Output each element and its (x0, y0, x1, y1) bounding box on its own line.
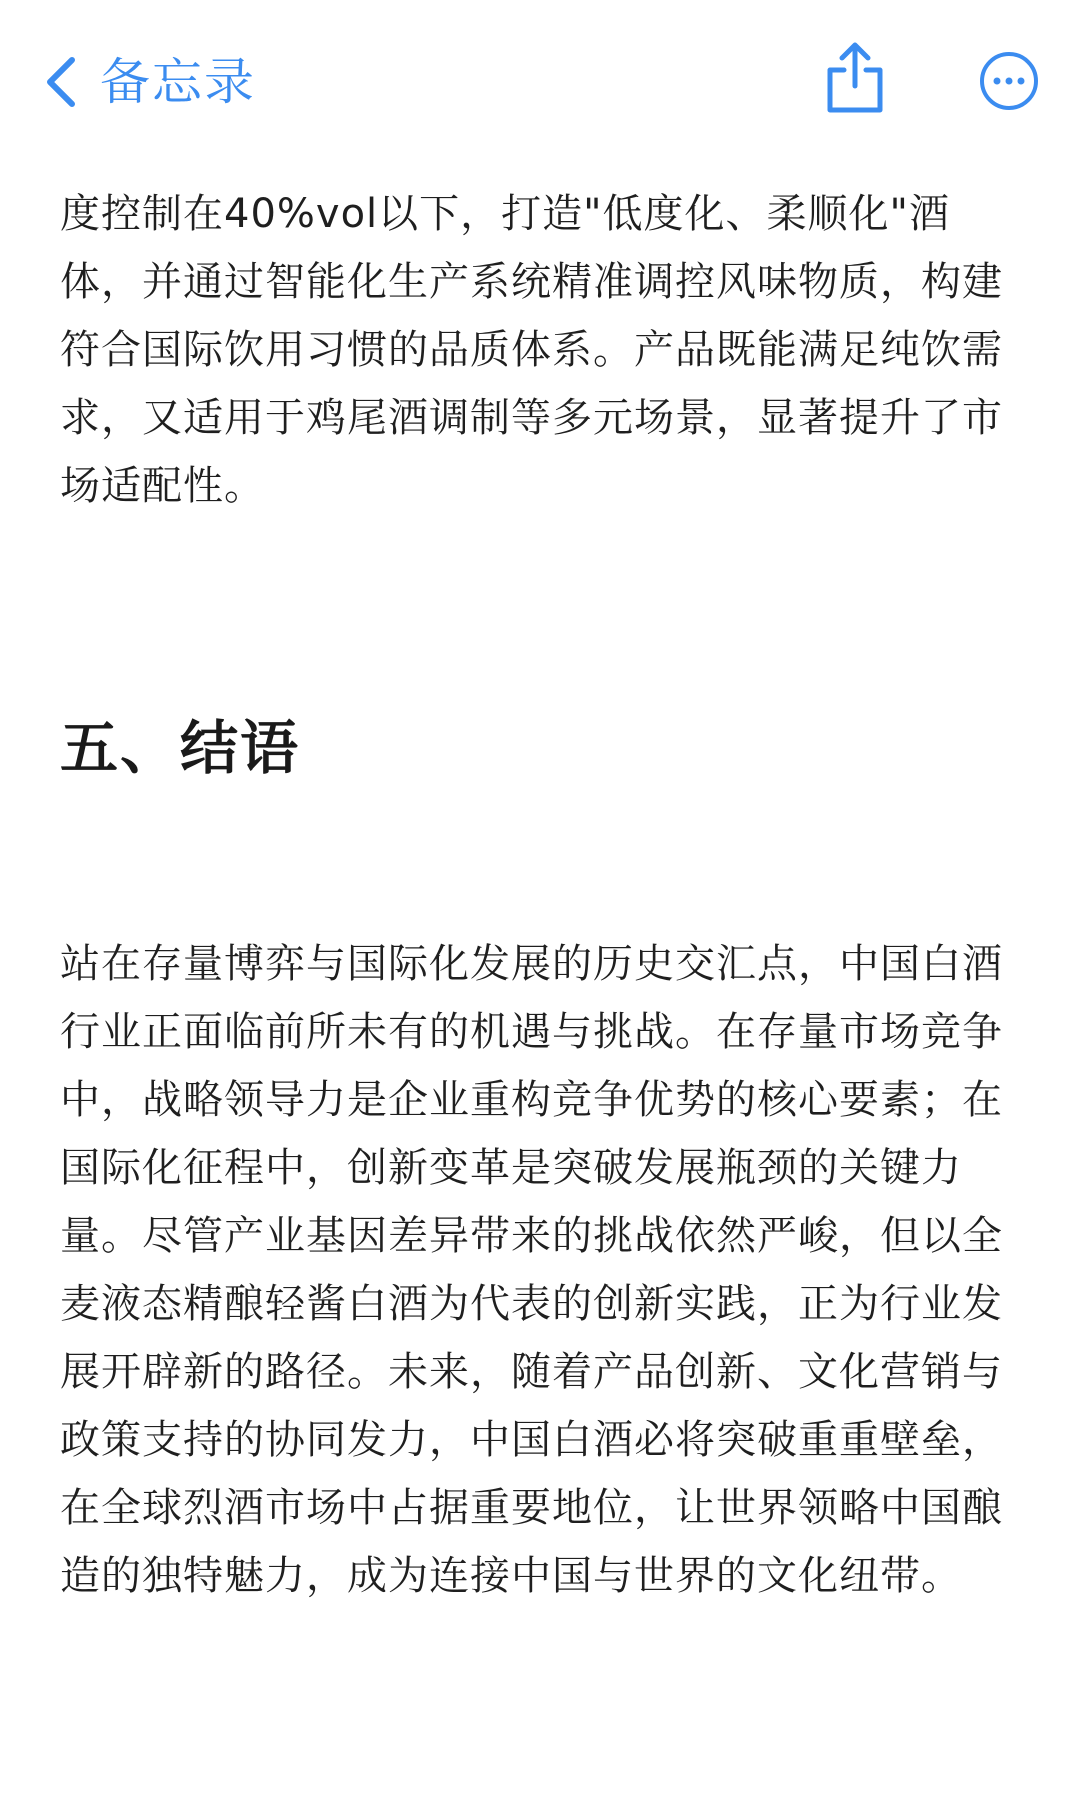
back-button[interactable] (42, 46, 256, 118)
share-icon[interactable] (822, 40, 888, 116)
more-icon[interactable] (978, 50, 1040, 112)
note-paragraph: 站在存量博弈与国际化发展的历史交汇点，中国白酒行业正面临前所未有的机遇与挑战。在存量市场竞争中，战略领导力是企业重构竞争优势的核心要素；在国际化征程中，创新变革是突破发展瓶颈的关键力量。尽管产业基因差异带来的挑战依然严峻，但以全麦液态精酿轻酱白酒为代表的创新实践，正为行业发展开辟新的路径。未来，随着产品创新、文化营销与政策支持的协同发力，中国白酒必将突破重重壁垒，在全球烈酒市场中占据重要地位，让世界领略中国酿造的独特魅力，成为连接中国与世界的文化纽带。 (60, 941, 1003, 1599)
navigation-bar (0, 0, 1080, 170)
chevron-left-icon (42, 54, 82, 110)
note-paragraph: 度控制在40%vol以下，打造"低度化、柔顺化"酒体，并通过智能化生产系统精准调控风味物质，构建符合国际饮用习惯的品质体系。产品既能满足纯饮需求，又适用于鸡尾酒调制等多元场景，显著提升了市场适配性。 (60, 191, 1003, 509)
back-label: 备忘录 (100, 53, 256, 111)
section-heading: 五、结语 (60, 714, 301, 782)
